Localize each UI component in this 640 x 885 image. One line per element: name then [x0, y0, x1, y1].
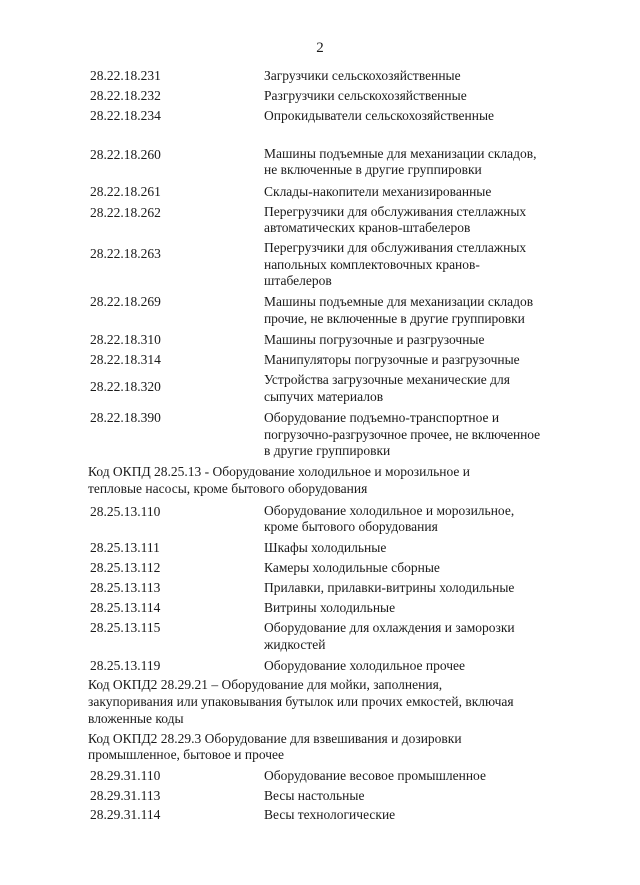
item-description: Машины погрузочные и разгрузочные	[264, 332, 485, 347]
item-description: Камеры холодильные сборные	[264, 560, 440, 575]
item-description: Витрины холодильные	[264, 600, 396, 615]
item-description: Весы технологические	[264, 807, 396, 822]
item-description: Склады-накопители механизированные	[264, 184, 492, 199]
heading-line: промышленное, бытовое и прочее	[88, 747, 285, 762]
item-description: Машины подъемные для механизации складов,	[264, 146, 537, 161]
code-28-25-13-114: 28.25.13.114	[90, 600, 161, 615]
item-description: сыпучих материалов	[264, 389, 384, 404]
code-28-22-18-320: 28.22.18.320	[90, 379, 161, 394]
code-28-22-18-260: 28.22.18.260	[90, 147, 161, 162]
item-description: не включенные в другие группировки	[264, 162, 482, 177]
item-description: Оборудование холодильное прочее	[264, 658, 466, 673]
item-description: Опрокидыватели сельскохозяйственные	[264, 108, 495, 123]
item-description: Машины подъемные для механизации складов	[264, 294, 534, 309]
page-number: 2	[316, 40, 324, 56]
item-description: жидкостей	[264, 637, 326, 652]
item-description: Весы настольные	[264, 788, 365, 803]
code-28-29-31-110: 28.29.31.110	[90, 768, 161, 783]
item-description: Устройства загрузочные механические для	[264, 372, 510, 387]
code-28-22-18-390: 28.22.18.390	[90, 410, 161, 425]
item-description: Оборудование подъемно-транспортное и	[264, 410, 500, 425]
item-description: Манипуляторы погрузочные и разгрузочные	[264, 352, 520, 367]
item-description: погрузочно-разгрузочное прочее, не включенное	[264, 427, 541, 442]
code-28-22-18-261: 28.22.18.261	[90, 184, 161, 199]
item-description: Оборудование для охлаждения и заморозки	[264, 620, 515, 635]
item-description: Прилавки, прилавки-витрины холодильные	[264, 580, 515, 595]
item-description: Разгрузчики сельскохозяйственные	[264, 88, 467, 103]
code-28-25-13-111: 28.25.13.111	[90, 540, 160, 555]
item-description: Оборудование весовое промышленное	[264, 768, 486, 783]
heading-line: тепловые насосы, кроме бытового оборудования	[88, 481, 368, 496]
item-description: Загрузчики сельскохозяйственные	[264, 68, 461, 83]
code-28-22-18-262: 28.22.18.262	[90, 205, 161, 220]
code-28-25-13-112: 28.25.13.112	[90, 560, 161, 575]
code-28-22-18-263: 28.22.18.263	[90, 246, 161, 261]
code-28-25-13-119: 28.25.13.119	[90, 658, 161, 673]
item-description: Шкафы холодильные	[264, 540, 387, 555]
code-28-25-13-115: 28.25.13.115	[90, 620, 161, 635]
heading-line: Код ОКПД2 28.29.3 Оборудование для взвешивания и дозировки	[88, 731, 462, 746]
item-description: Перегрузчики для обслуживания стеллажных	[264, 204, 527, 219]
item-description: Перегрузчики для обслуживания стеллажных	[264, 240, 527, 255]
item-description: в другие группировки	[264, 443, 391, 458]
item-description: Оборудование холодильное и морозильное,	[264, 503, 515, 518]
item-description: прочие, не включенные в другие группировки	[264, 311, 525, 326]
code-28-22-18-232: 28.22.18.232	[90, 88, 161, 103]
item-description: штабелеров	[264, 273, 332, 288]
heading-line: вложенные коды	[88, 711, 184, 726]
item-description: кроме бытового оборудования	[264, 519, 438, 534]
code-28-22-18-310: 28.22.18.310	[90, 332, 161, 347]
code-28-25-13-113: 28.25.13.113	[90, 580, 161, 595]
heading-line: Код ОКПД2 28.29.21 – Оборудование для мойки, заполнения,	[88, 677, 443, 692]
code-28-25-13-110: 28.25.13.110	[90, 504, 161, 519]
item-description: автоматических кранов-штабелеров	[264, 220, 471, 235]
heading-line: Код ОКПД 28.25.13 - Оборудование холодильное и морозильное и	[88, 464, 470, 479]
code-28-22-18-231: 28.22.18.231	[90, 68, 161, 83]
code-28-22-18-314: 28.22.18.314	[90, 352, 161, 367]
code-28-29-31-114: 28.29.31.114	[90, 807, 161, 822]
code-28-22-18-269: 28.22.18.269	[90, 294, 161, 309]
item-description: напольных комплектовочных кранов-	[264, 257, 480, 272]
heading-line: закупоривания или упаковывания бутылок или прочих емкостей, включая	[88, 694, 514, 709]
code-28-22-18-234: 28.22.18.234	[90, 108, 161, 123]
code-28-29-31-113: 28.29.31.113	[90, 788, 161, 803]
